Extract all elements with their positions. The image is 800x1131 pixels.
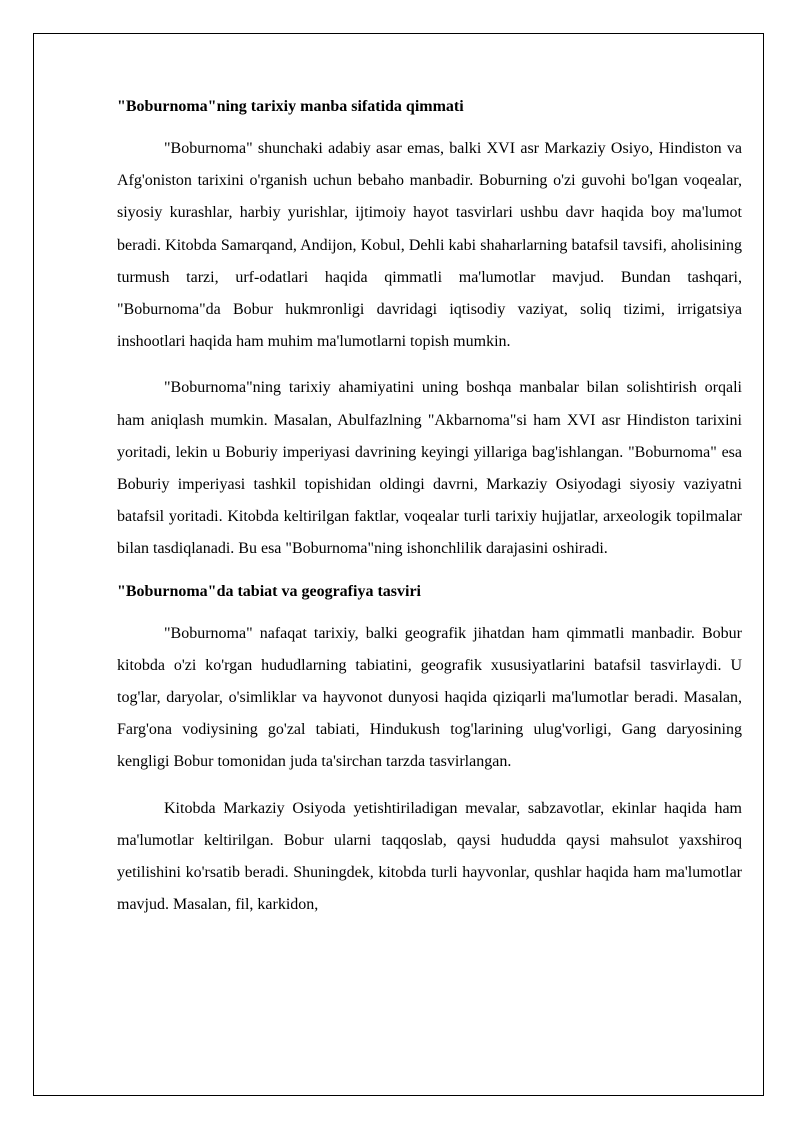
section-heading: "Boburnoma"ning tarixiy manba sifatida qimmati (117, 98, 464, 115)
paragraph: "Boburnoma" shunchaki adabiy asar emas, balki XVI asr Markaziy Osiyo, Hindiston va Afg'oniston tarixini o'rganish uchun bebaho manbadir. Boburning o'zi guvohi bo'lgan voqealar, siyosiy kurashlar, harbiy yurishlar, ijtimoiy hayot tasvirlari ushbu davr haqida boy ma'lumot beradi. Kitobda Samarqand, Andijon, Kobul, Dehli kabi shaharlarning batafsil tavsifi, aholisining turmush tarzi, urf-odatlari haqida qimmatli ma'lumotlar mavjud. Bundan tashqari, "Boburnoma"da Bobur hukmronligi davridagi iqtisodiy vaziyat, soliq tizimi, irrigatsiya inshootlari haqida ham muhim ma'lumotlarni topish mumkin. (117, 140, 742, 351)
paragraph: "Boburnoma"ning tarixiy ahamiyatini uning boshqa manbalar bilan solishtirish orqali ham aniqlash mumkin. Masalan, Abulfazlning "Akbarnoma"si ham XVI asr Hindiston tarixini yoritadi, lekin u Boburiy imperiyasi davrining keyingi yillariga bag'ishlangan. "Boburnoma" esa Boburiy imperiyasi tashkil topishidan oldingi davrni, Markaziy Osiyodagi siyosiy vaziyatni batafsil yoritadi. Kitobda keltirilgan faktlar, voqealar turli tarixiy hujjatlar, arxeologik topilmalar bilan tasdiqlanadi. Bu esa "Boburnoma"ning ishonchlilik darajasini oshiradi. (117, 379, 742, 558)
section-heading: "Boburnoma"da tabiat va geografiya tasviri (117, 582, 421, 600)
section-nature-geography (117, 580, 742, 922)
document-body (117, 95, 742, 935)
paragraph: Kitobda Markaziy Osiyoda yetishtiriladigan mevalar, sabzavotlar, ekinlar haqida ham ma'lumotlar keltirilgan. Bobur ularni taqqoslab, qaysi hududda qaysi mahsulot yaxshiroq yetilishini ko'rsatib beradi. Shuningdek, kitobda turli hayvonlar, qushlar haqida ham ma'lumotlar mavjud. Masalan, fil, karkidon, (117, 799, 742, 914)
section-historical-source (117, 95, 742, 566)
paragraph: "Boburnoma" nafaqat tarixiy, balki geografik jihatdan ham qimmatli manbadir. Bobur kitobda o'zi ko'rgan hududlarning tabiatini, geografik xususiyatlarini batafsil tasvirlaydi. U tog'lar, daryolar, o'simliklar va hayvonot dunyosi haqida qiziqarli ma'lumotlar beradi. Masalan, Farg'ona vodiysining go'zal tabiati, Hindukush tog'larining ulug'vorligi, Gang daryosining kengligi Bobur tomonidan juda ta'sirchan tarzda tasvirlangan. (117, 624, 742, 771)
